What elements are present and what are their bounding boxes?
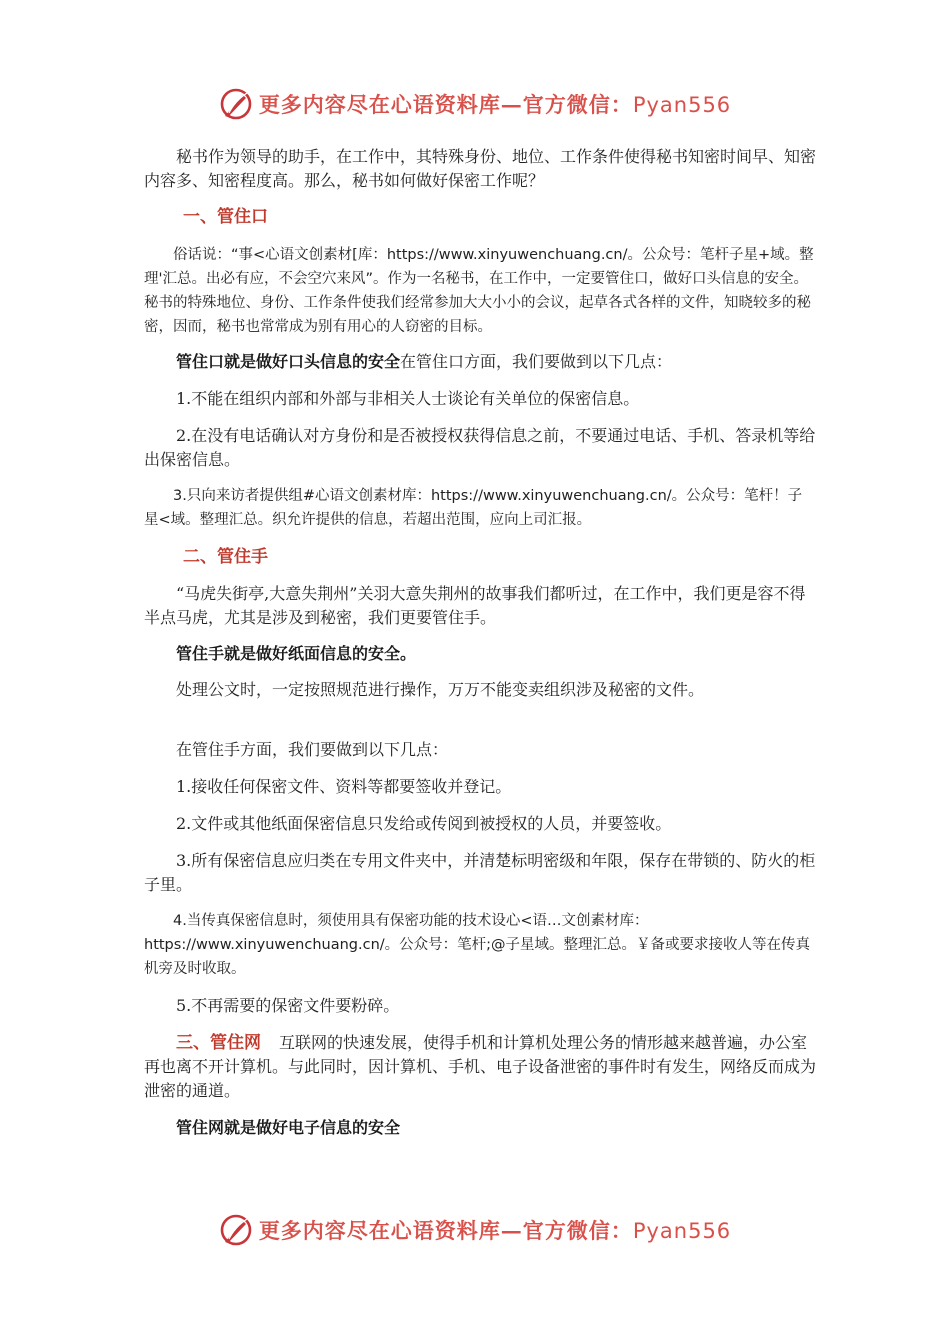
banner-wechat: Pyan556 [632,1219,732,1243]
section2-item-5: 5.不再需要的保密文件要粉碎。 [176,996,400,1015]
section3-heading: 三、管住网 [176,1033,261,1053]
section1-item-3: 3.只向来访者提供组#心语文创素材库：https://www.xinyuwenchuang.cn/。公众号：笔杆！子星<域。整理汇总。织允许提供的信息，若超出范围，应向上司汇报。 [144,488,803,528]
document-body [144,145,816,1140]
section1-item-2: 2.在没有电话确认对方身份和是否被授权获得信息之前，不要通过电话、手机、答录机等给出保密信息。 [144,426,816,469]
section3-paragraph [144,1031,816,1103]
intro-paragraph: 秘书作为领导的助手，在工作中，其特殊身份、地位、工作条件使得秘书知密时间早、知密内容多、知密程度高。那么，秘书如何做好保密工作呢？ [144,147,817,190]
quill-logo-icon [219,87,253,121]
section2-lead: 在管住手方面，我们要做到以下几点： [176,740,449,759]
section3-bold-line: 管住网就是做好电子信息的安全 [176,1118,401,1137]
section2-heading: 二、管住手 [183,547,268,567]
section2-item-3: 3.所有保密信息应归类在专用文件夹中，并清楚标明密级和年限，保存在带锁的、防火的柜子里。 [144,851,816,894]
header-banner [0,82,950,126]
banner-text: 更多内容尽在心语资料库—官方微信：Pyan556 [258,1218,732,1243]
section2-paragraph-2: 处理公文时，一定按照规范进行操作，万万不能变卖组织涉及秘密的文件。 [176,680,705,699]
footer-banner [0,1208,950,1252]
section2-bold-line: 管住手就是做好纸面信息的安全。 [176,644,417,663]
section2-item-1: 1.接收任何保密文件、资料等都要签收并登记。 [176,777,512,796]
section1-item-1: 1.不能在组织内部和外部与非相关人士谈论有关单位的保密信息。 [176,389,640,408]
banner-text: 更多内容尽在心语资料库—官方微信：Pyan556 [258,92,732,117]
section1-lead [144,350,816,374]
section3-text: 互联网的快速发展，使得手机和计算机处理公务的情形越来越普遍，办公室再也离不开计算机。与此同时，因计算机、手机、电子设备泄密的事件时有发生，网络反而成为泄密的通道。 [144,1033,817,1100]
section2-item-4: 4.当传真保密信息时，须使用具有保密功能的技术设心<语…文创素材库：https://www.xinyuwenchuang.cn/。公众号：笔杆;@子星域。整理汇总。￥备或要求接收人等在传真机旁及时收取。 [144,913,811,977]
section2-item-2: 2.文件或其他纸面保密信息只发给或传阅到被授权的人员，并要签收。 [176,814,672,833]
section1-lead-bold: 管住口就是做好口头信息的安全 [176,352,401,371]
section1-heading: 一、管住口 [183,207,268,227]
section1-paragraph: 俗话说：“事<心语文创素材[库：https://www.xinyuwenchuang.cn/。公众号：笔杆子星+域。整理'汇总。出必有应，不会空穴来风”。作为一名秘书，在工作中，一定要管住口，做好口头信息的安全。秘书的特殊地位、身份、工作条件使我们经常参加大大小小的会议，起草各式各样的文件，知晓较多的秘密，因而，秘书也常常成为别有用心的人窃密的目标。 [144,247,814,335]
section2-paragraph: “马虎失街亭,大意失荆州”关羽大意失荆州的故事我们都听过，在工作中，我们更是容不得半点马虎，尤其是涉及到秘密，我们更要管住手。 [144,584,806,627]
banner-wechat: Pyan556 [632,93,732,117]
quill-logo-icon [219,1213,253,1247]
section1-lead-rest: 在管住口方面，我们要做到以下几点： [400,352,673,371]
